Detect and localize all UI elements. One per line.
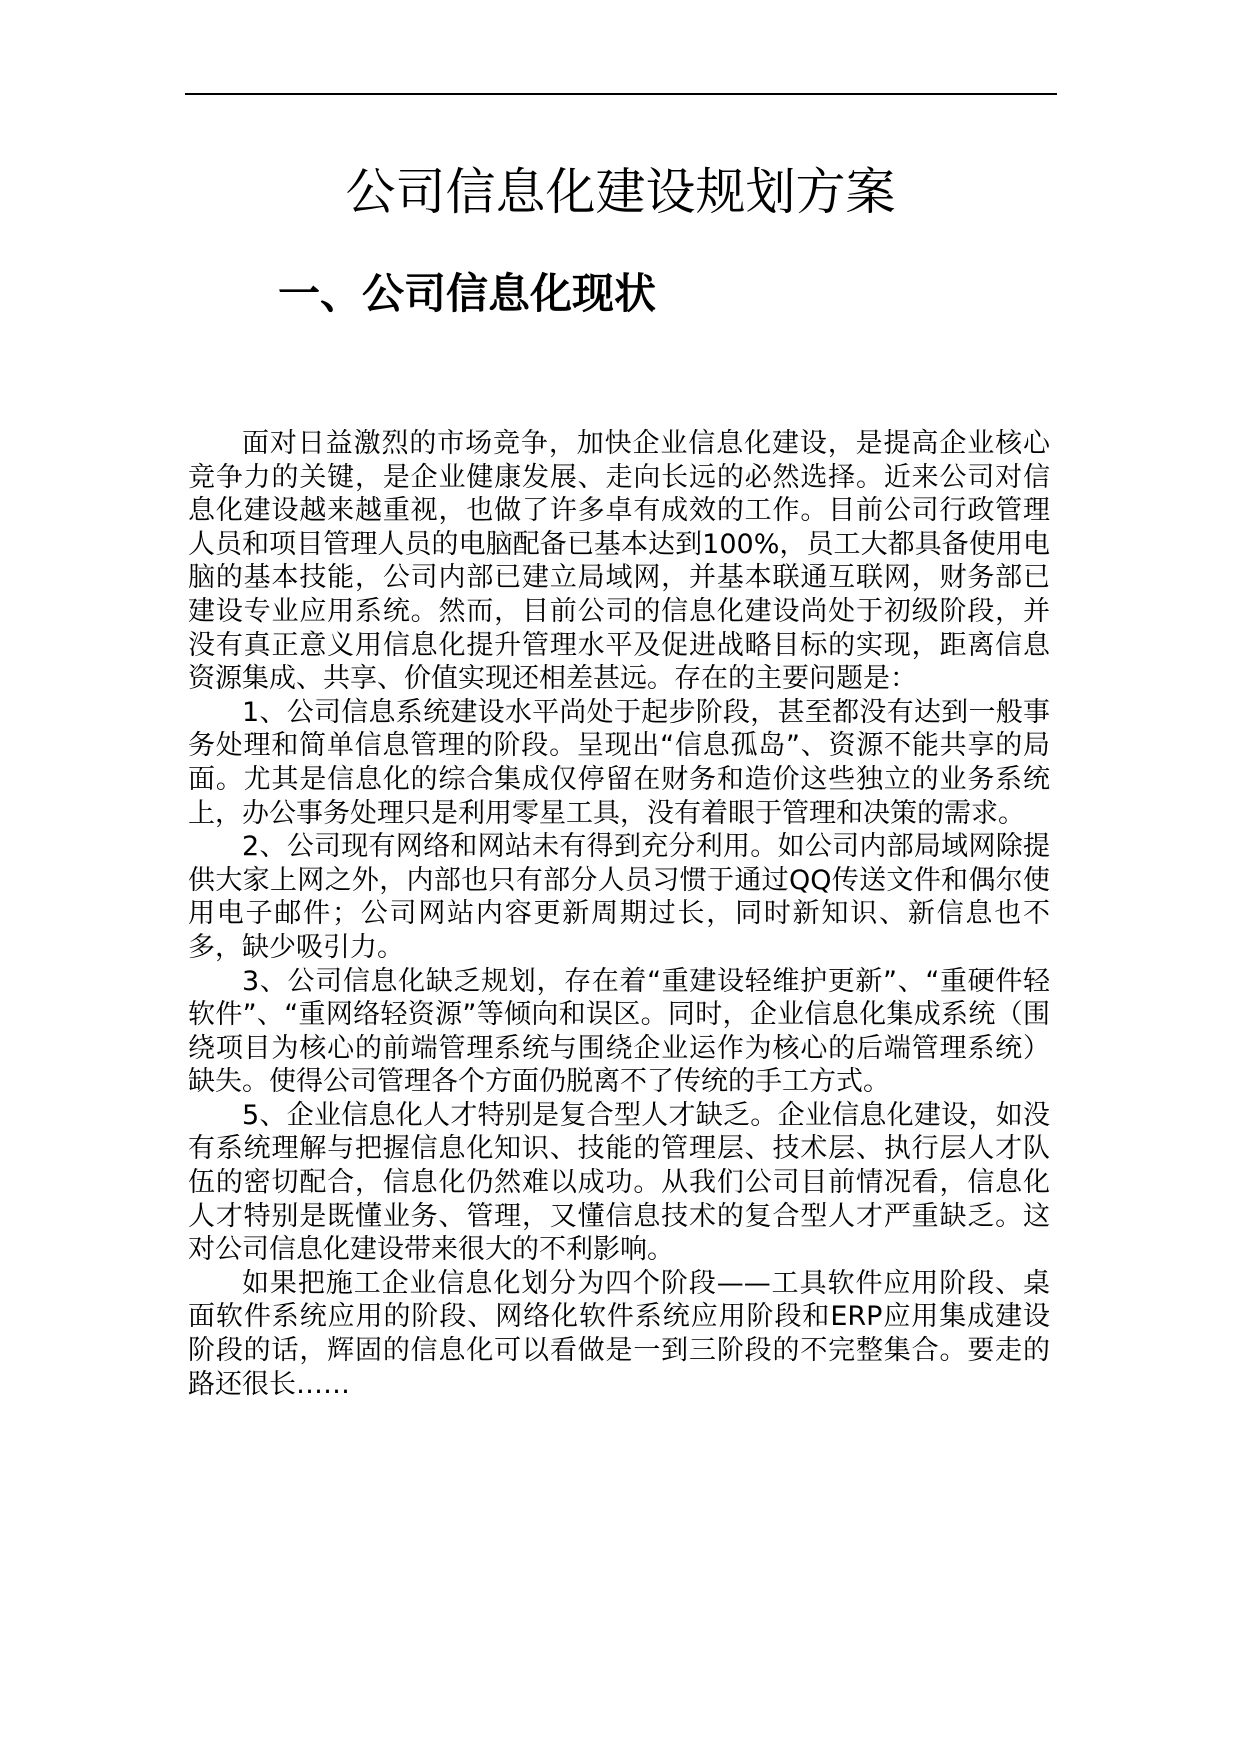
body-text xyxy=(188,427,1050,1401)
paragraph-issue-1: 1、公司信息系统建设水平尚处于起步阶段，甚至都没有达到一般事务处理和简单信息管理的阶段。呈现出“信息孤岛”、资源不能共享的局面。尤其是信息化的综合集成仅停留在财务和造价这些独立的业务系统上，办公事务处理只是利用零星工具，没有着眼于管理和决策的需求。 xyxy=(188,696,1050,829)
paragraph-issue-5: 5、企业信息化人才特别是复合型人才缺乏。企业信息化建设，如没有系统理解与把握信息化知识、技能的管理层、技术层、执行层人才队伍的密切配合，信息化仍然难以成功。从我们公司目前情况看，信息化人才特别是既懂业务、管理，又懂信息技术的复合型人才严重缺乏。这对公司信息化建设带来很大的不利影响。 xyxy=(188,1099,1050,1266)
paragraph-intro: 面对日益激烈的市场竞争，加快企业信息化建设，是提高企业核心竞争力的关键，是企业健康发展、走向长远的必然选择。近来公司对信息化建设越来越重视，也做了许多卓有成效的工作。目前公司行政管理人员和项目管理人员的电脑配备已基本达到100%，员工大都具备使用电脑的基本技能，公司内部已建立局域网，并基本联通互联网，财务部已建设专业应用系统。然而，目前公司的信息化建设尚处于初级阶段，并没有真正意义用信息化提升管理水平及促进战略目标的实现，距离信息资源集成、共享、价值实现还相差甚远。存在的主要问题是： xyxy=(188,428,1050,695)
paragraph-issue-2: 2、公司现有网络和网站未有得到充分利用。如公司内部局域网除提供大家上网之外，内部也只有部分人员习惯于通过QQ传送文件和偶尔使用电子邮件；公司网站内容更新周期过长，同时新知识、新信息也不多，缺少吸引力。 xyxy=(188,831,1050,963)
document-title: 公司信息化建设规划方案 xyxy=(345,163,896,221)
section-heading: 一、公司信息化现状 xyxy=(278,269,657,318)
paragraph-issue-3: 3、公司信息化缺乏规划，存在着“重建设轻维护更新”、“重硬件轻软件”、“重网络轻资源”等倾向和误区。同时，企业信息化集成系统（围绕项目为核心的前端管理系统与围绕企业运作为核心的后端管理系统）缺失。使得公司管理各个方面仍脱离不了传统的手工方式。 xyxy=(188,965,1050,1098)
header-rule xyxy=(185,93,1057,95)
paragraph-conclusion: 如果把施工企业信息化划分为四个阶段——工具软件应用阶段、桌面软件系统应用的阶段、网络化软件系统应用阶段和ERP应用集成建设阶段的话，辉固的信息化可以看做是一到三阶段的不完整集合。要走的路还很长…… xyxy=(188,1267,1050,1400)
